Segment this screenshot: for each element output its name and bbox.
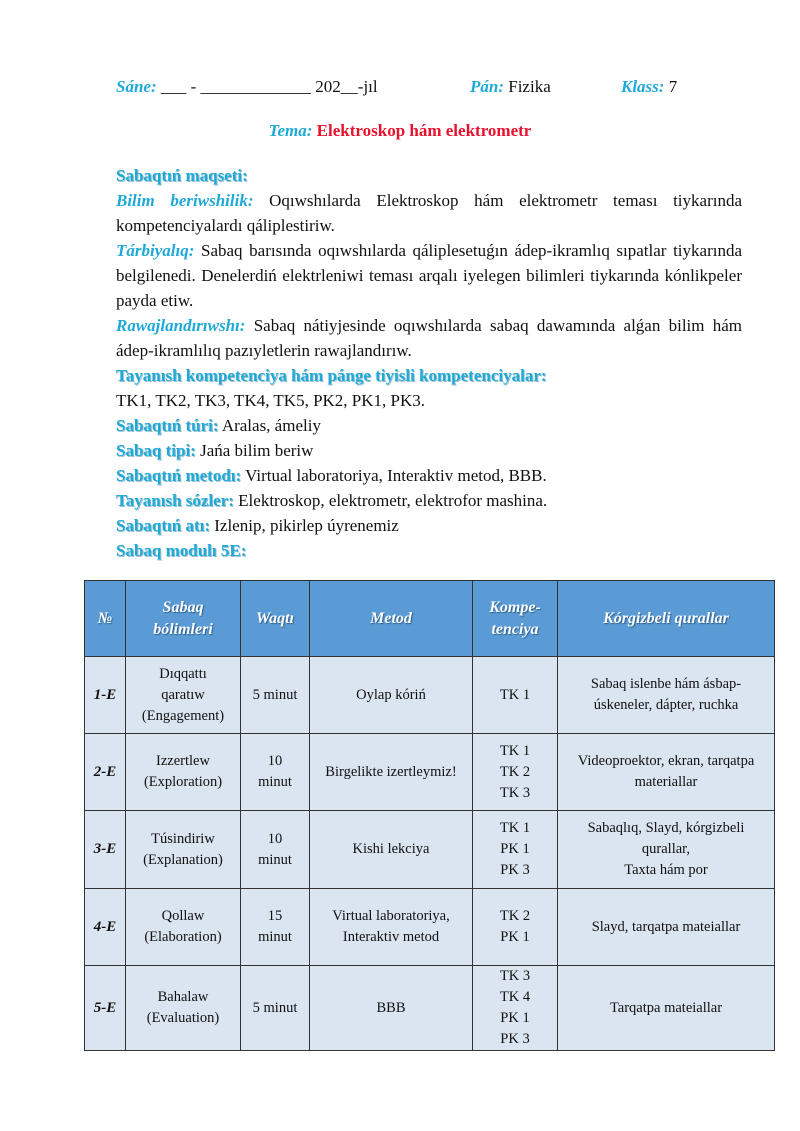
stage-competence-line: TK 2: [499, 763, 531, 780]
stage-name-line: Bahalaw: [157, 989, 209, 1005]
stage-number: 2-E: [85, 734, 126, 811]
stage-competence-line: TK 3: [499, 968, 531, 984]
lesson-details: [116, 163, 742, 563]
date-value: ___ - _____________ 202__-jıl: [160, 77, 378, 96]
stage-competence-line: PK 3: [500, 1031, 530, 1047]
stage-competence: [473, 734, 558, 811]
stage-method-line: Virtual laboratoriya,: [332, 908, 450, 924]
stage-competence: [473, 889, 558, 966]
stage-name-line: (Engagement): [141, 707, 225, 724]
table-row: [85, 734, 775, 811]
module-heading: Sabaq modulı 5E:: [116, 541, 247, 560]
stage-method: [310, 811, 473, 889]
stage-method: [310, 966, 473, 1051]
lesson-type: [116, 438, 742, 463]
table-row: [85, 966, 775, 1051]
stage-tools-line: úskeneler, dápter, ruchka: [593, 697, 739, 713]
class-value: 7: [668, 77, 678, 96]
stage-number: 5-E: [85, 966, 126, 1051]
stage-name: [126, 966, 241, 1051]
stage-name-line: (Elaboration): [144, 929, 222, 945]
stage-method-line: Oylap kóriń: [356, 686, 426, 703]
table-row: [85, 811, 775, 889]
stage-tools-line: Sabaqlıq, Slayd, kórgizbeli: [587, 820, 745, 836]
table-row: [85, 657, 775, 734]
stage-name-line: Qollaw: [161, 908, 205, 924]
table-header-row: [85, 581, 775, 657]
stage-method-line: Kishi lekciya: [352, 841, 430, 857]
stage-tools-line: Videoproektor, ekran, tarqatpa: [577, 753, 755, 769]
competencies-label: Tayanısh kompetenciya hám pánge tiyisli kompetenciyalar:: [116, 366, 547, 385]
lesson-method-value: Virtual laboratoriya, Interaktiv metod, BBB.: [245, 466, 547, 485]
stage-name-line: Dıqqattı: [159, 665, 207, 682]
table-row: [85, 889, 775, 966]
upbringing-text: Sabaq barısında oqıwshılarda qáliplesetuǵın ádep-ikramlıq sıpatlar tiykarında belgilenedi. Denelerdiń elektrleniwi teması arqalı iyelegen bilimleri tiykarında kónlikpeler payda etiw.: [116, 241, 742, 310]
stage-competence: [473, 966, 558, 1051]
date-field: [116, 76, 378, 98]
lesson-kind: [116, 413, 742, 438]
stage-competence-line: TK 1: [499, 742, 531, 759]
stage-time-line: 5 minut: [252, 999, 298, 1016]
lesson-module-table: [84, 580, 775, 1051]
stage-number: 1-E: [85, 657, 126, 734]
header-time: Waqtı: [241, 581, 310, 657]
header-parts: Sabaq bólimleri: [126, 581, 241, 657]
stage-method: [310, 889, 473, 966]
stage-name-line: Túsindiriw: [151, 830, 215, 847]
stage-competence-line: TK 2: [499, 908, 531, 924]
stage-name: [126, 657, 241, 734]
education-text: Oqıwshılarda Elektroskop hám elektrometr teması tiykarında kompetenciyalardı qáliplestiriw.: [116, 191, 742, 235]
stage-method-line: Interaktiv metod: [342, 929, 440, 945]
class-label: Klass:: [621, 77, 665, 96]
subject-field: [470, 76, 551, 98]
stage-method: [310, 657, 473, 734]
development-text: Sabaq nátiyjesinde oqıwshılarda sabaq dawamında alǵan bilim hám ádep-ikramlılıq pazıyletlerin rawajlandırıw.: [116, 316, 743, 360]
topic-line: [0, 120, 800, 142]
stage-number: 4-E: [85, 889, 126, 966]
stage-time: [241, 657, 310, 734]
subject-value: Fizika: [508, 77, 551, 96]
stage-time: [241, 889, 310, 966]
stage-method-line: BBB: [376, 999, 406, 1016]
stage-tools-line: qurallar,: [641, 841, 691, 857]
stage-competence-line: PK 1: [500, 1010, 530, 1026]
header-competence: Kompe- tenciya: [473, 581, 558, 657]
stage-competence: [473, 657, 558, 734]
stage-tools: [558, 966, 775, 1051]
lesson-type-label: Sabaq tipi:: [116, 441, 196, 460]
lesson-name: [116, 513, 742, 538]
stage-tools-line: Taxta hám por: [624, 862, 708, 878]
stage-competence-line: PK 1: [500, 929, 530, 945]
header-method: Metod: [310, 581, 473, 657]
stage-name-line: (Explanation): [143, 851, 223, 868]
stage-name-line: qaratıw: [161, 686, 205, 703]
date-label: Sáne:: [116, 77, 157, 96]
topic-label: Tema:: [268, 121, 313, 140]
stage-tools: [558, 811, 775, 889]
goals-heading: Sabaqtıń maqseti:: [116, 166, 248, 185]
stage-time-line: minut: [258, 851, 292, 868]
stage-name-line: Izzertlew: [156, 753, 210, 769]
competencies-value: TK1, TK2, TK3, TK4, TK5, PK2, PK1, PK3.: [116, 391, 426, 410]
lesson-kind-label: Sabaqtıń túri:: [116, 416, 219, 435]
stage-time-line: minut: [258, 774, 292, 790]
stage-tools-line: Sabaq islenbe hám ásbap-: [590, 676, 742, 692]
stage-competence-line: TK 1: [499, 686, 531, 703]
stage-tools: [558, 889, 775, 966]
lesson-name-value: Izlenip, pikirlep úyrenemiz: [214, 516, 399, 535]
stage-name: [126, 889, 241, 966]
header-tools: Kórgizbeli qurallar: [558, 581, 775, 657]
header-num: №: [85, 581, 126, 657]
stage-time-line: minut: [258, 929, 292, 945]
subject-label: Pán:: [470, 77, 504, 96]
topic-title: Elektroskop hám elektrometr: [316, 121, 532, 140]
lesson-type-value: Jańa bilim beriw: [200, 441, 314, 460]
stage-competence-line: PK 3: [500, 862, 530, 878]
lesson-method: [116, 463, 742, 488]
keywords-label: Tayanısh sózler:: [116, 491, 234, 510]
stage-number: 3-E: [85, 811, 126, 889]
stage-time: [241, 811, 310, 889]
stage-tools: [558, 734, 775, 811]
stage-time-line: 5 minut: [252, 686, 298, 703]
stage-competence-line: PK 1: [500, 841, 530, 857]
stage-tools-line: Slayd, tarqatpa mateiallar: [591, 918, 741, 935]
stage-time: [241, 966, 310, 1051]
stage-tools-line: Tarqatpa mateiallar: [609, 999, 723, 1016]
stage-time-line: 10: [267, 753, 283, 769]
lesson-kind-value: Aralas, ámeliy: [221, 416, 321, 435]
lesson-method-label: Sabaqtıń metodı:: [116, 466, 242, 485]
upbringing-goal: [116, 238, 742, 313]
stage-competence: [473, 811, 558, 889]
development-goal: [116, 313, 742, 363]
keywords: [116, 488, 742, 513]
stage-name-line: (Evaluation): [146, 1010, 220, 1026]
stage-time-line: 15: [267, 908, 283, 924]
table-body: [85, 657, 775, 1051]
class-field: [621, 76, 677, 98]
stage-name: [126, 734, 241, 811]
keywords-value: Elektroskop, elektrometr, elektrofor mashina.: [238, 491, 548, 510]
stage-tools-line: materiallar: [634, 774, 698, 790]
stage-name: [126, 811, 241, 889]
lesson-name-label: Sabaqtıń atı:: [116, 516, 210, 535]
stage-method-line: Birgelikte izertleymiz!: [325, 763, 457, 780]
stage-method: [310, 734, 473, 811]
stage-name-line: (Exploration): [143, 774, 223, 790]
stage-competence-line: TK 1: [499, 820, 531, 836]
stage-competence-line: TK 4: [499, 989, 531, 1005]
development-label: Rawajlandırıwshı:: [116, 316, 246, 335]
education-label: Bilim beriwshilik:: [116, 191, 254, 210]
education-goal: [116, 188, 742, 238]
stage-time: [241, 734, 310, 811]
stage-competence-line: TK 3: [499, 784, 531, 801]
upbringing-label: Tárbiyalıq:: [116, 241, 195, 260]
stage-time-line: 10: [267, 830, 283, 847]
stage-tools: [558, 657, 775, 734]
